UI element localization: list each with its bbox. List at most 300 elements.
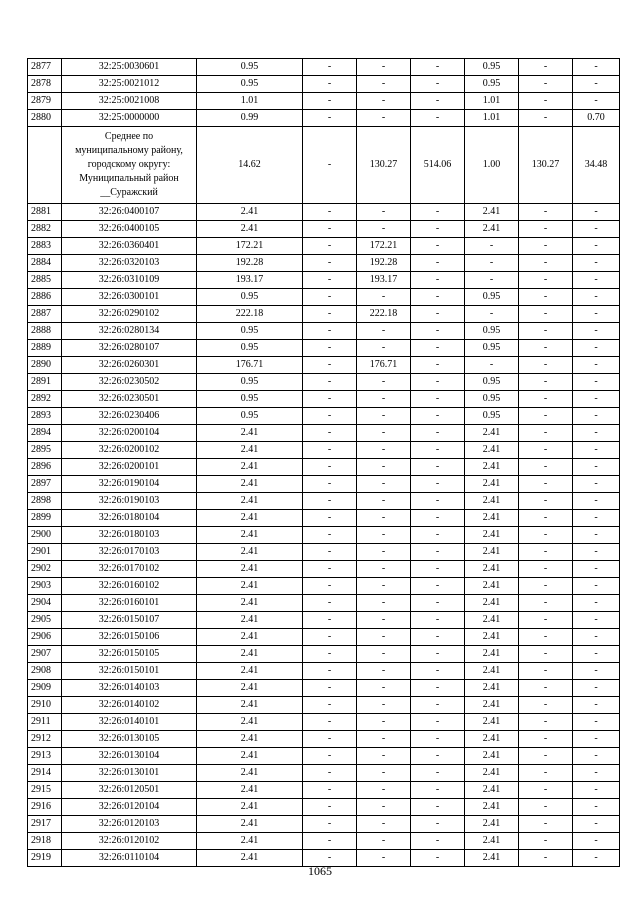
value-cell: - bbox=[303, 204, 357, 221]
value-cell: - bbox=[303, 59, 357, 76]
value-cell: - bbox=[573, 816, 620, 833]
value-cell: - bbox=[303, 110, 357, 127]
value-cell: 2.41 bbox=[197, 697, 303, 714]
value-cell: - bbox=[303, 697, 357, 714]
value-cell: 2.41 bbox=[465, 493, 519, 510]
value-cell: - bbox=[411, 204, 465, 221]
value-cell: - bbox=[573, 476, 620, 493]
value-cell: - bbox=[411, 374, 465, 391]
cadastral-code-cell: 32:26:0170102 bbox=[62, 561, 197, 578]
cadastral-code-cell: 32:26:0140103 bbox=[62, 680, 197, 697]
value-cell: - bbox=[411, 595, 465, 612]
value-cell: 2.41 bbox=[197, 833, 303, 850]
value-cell: 2.41 bbox=[465, 816, 519, 833]
value-cell: - bbox=[411, 93, 465, 110]
value-cell: - bbox=[411, 425, 465, 442]
value-cell: - bbox=[519, 110, 573, 127]
row-number-cell: 2899 bbox=[28, 510, 62, 527]
value-cell: 2.41 bbox=[197, 731, 303, 748]
value-cell: - bbox=[519, 238, 573, 255]
table-row bbox=[28, 493, 620, 510]
value-cell: 193.17 bbox=[357, 272, 411, 289]
cadastral-code-cell: 32:26:0200102 bbox=[62, 442, 197, 459]
value-cell: - bbox=[303, 527, 357, 544]
value-cell: - bbox=[357, 110, 411, 127]
value-cell: - bbox=[357, 663, 411, 680]
value-cell: - bbox=[573, 323, 620, 340]
table-row bbox=[28, 544, 620, 561]
summary-name-line: Муниципальный район bbox=[79, 173, 179, 184]
value-cell: 1.01 bbox=[465, 110, 519, 127]
value-cell: 0.95 bbox=[465, 76, 519, 93]
value-cell: - bbox=[303, 612, 357, 629]
table-row bbox=[28, 765, 620, 782]
cadastral-code-cell: 32:26:0120104 bbox=[62, 799, 197, 816]
value-cell: - bbox=[357, 493, 411, 510]
value-cell: - bbox=[357, 93, 411, 110]
value-cell: 2.41 bbox=[465, 714, 519, 731]
value-cell: - bbox=[519, 442, 573, 459]
value-cell: - bbox=[357, 476, 411, 493]
value-cell: - bbox=[519, 510, 573, 527]
value-cell: - bbox=[303, 93, 357, 110]
value-cell: 2.41 bbox=[465, 221, 519, 238]
value-cell: - bbox=[357, 578, 411, 595]
value-cell: - bbox=[357, 731, 411, 748]
value-cell: 2.41 bbox=[197, 663, 303, 680]
value-cell: - bbox=[519, 748, 573, 765]
value-cell: 172.21 bbox=[197, 238, 303, 255]
value-cell: - bbox=[573, 578, 620, 595]
row-number-cell: 2915 bbox=[28, 782, 62, 799]
value-cell: 2.41 bbox=[197, 221, 303, 238]
value-cell: 2.41 bbox=[465, 204, 519, 221]
value-cell: - bbox=[303, 391, 357, 408]
cadastral-code-cell: 32:26:0140101 bbox=[62, 714, 197, 731]
value-cell: 2.41 bbox=[465, 612, 519, 629]
value-cell: - bbox=[519, 391, 573, 408]
row-number-cell: 2886 bbox=[28, 289, 62, 306]
value-cell: - bbox=[303, 76, 357, 93]
table-row bbox=[28, 799, 620, 816]
value-cell: - bbox=[519, 731, 573, 748]
value-cell: 2.41 bbox=[465, 476, 519, 493]
value-cell: - bbox=[411, 408, 465, 425]
value-cell: - bbox=[411, 306, 465, 323]
value-cell: - bbox=[573, 93, 620, 110]
value-cell: - bbox=[303, 238, 357, 255]
value-cell: - bbox=[519, 782, 573, 799]
value-cell: - bbox=[357, 425, 411, 442]
value-cell: - bbox=[303, 714, 357, 731]
value-cell: 2.41 bbox=[197, 476, 303, 493]
value-cell: - bbox=[519, 765, 573, 782]
cadastral-code-cell: 32:26:0110104 bbox=[62, 850, 197, 867]
table-row bbox=[28, 221, 620, 238]
value-cell: - bbox=[303, 221, 357, 238]
value-cell: 2.41 bbox=[197, 680, 303, 697]
value-cell: 0.95 bbox=[197, 340, 303, 357]
value-cell: 2.41 bbox=[465, 510, 519, 527]
row-number-cell: 2900 bbox=[28, 527, 62, 544]
value-cell: - bbox=[519, 289, 573, 306]
value-cell: 0.95 bbox=[465, 323, 519, 340]
value-cell: - bbox=[303, 544, 357, 561]
table-row bbox=[28, 374, 620, 391]
cadastral-code-cell: 32:26:0150105 bbox=[62, 646, 197, 663]
value-cell: 0.95 bbox=[197, 374, 303, 391]
cadastral-code-cell: 32:26:0130104 bbox=[62, 748, 197, 765]
value-cell: - bbox=[357, 782, 411, 799]
value-cell: 2.41 bbox=[465, 527, 519, 544]
value-cell: 0.95 bbox=[197, 76, 303, 93]
value-cell: - bbox=[573, 425, 620, 442]
value-cell: - bbox=[303, 731, 357, 748]
row-number-cell: 2914 bbox=[28, 765, 62, 782]
value-cell: - bbox=[519, 561, 573, 578]
value-cell: - bbox=[303, 782, 357, 799]
row-number-cell: 2883 bbox=[28, 238, 62, 255]
value-cell: - bbox=[357, 799, 411, 816]
cadastral-code-cell: 32:26:0290102 bbox=[62, 306, 197, 323]
value-cell: - bbox=[357, 221, 411, 238]
value-cell: - bbox=[411, 323, 465, 340]
row-number-cell: 2881 bbox=[28, 204, 62, 221]
value-cell: - bbox=[519, 323, 573, 340]
value-cell: - bbox=[357, 595, 411, 612]
value-cell: 2.41 bbox=[465, 765, 519, 782]
row-number-cell: 2891 bbox=[28, 374, 62, 391]
summary-cell: 14.62 bbox=[197, 127, 303, 204]
value-cell: - bbox=[303, 357, 357, 374]
summary-name-line: Среднее по bbox=[104, 131, 154, 142]
row-number-cell: 2879 bbox=[28, 93, 62, 110]
value-cell: - bbox=[465, 306, 519, 323]
cadastral-code-cell: 32:26:0190103 bbox=[62, 493, 197, 510]
value-cell: - bbox=[573, 527, 620, 544]
value-cell: - bbox=[573, 663, 620, 680]
value-cell: 2.41 bbox=[197, 612, 303, 629]
value-cell: - bbox=[357, 646, 411, 663]
table-row bbox=[28, 595, 620, 612]
value-cell: - bbox=[519, 408, 573, 425]
cadastral-code-cell: 32:26:0160102 bbox=[62, 578, 197, 595]
value-cell: - bbox=[573, 272, 620, 289]
value-cell: - bbox=[357, 408, 411, 425]
value-cell: 2.41 bbox=[197, 425, 303, 442]
value-cell: - bbox=[519, 595, 573, 612]
value-cell: - bbox=[573, 544, 620, 561]
cadastral-code-cell: 32:26:0120102 bbox=[62, 833, 197, 850]
value-cell: - bbox=[519, 646, 573, 663]
value-cell: 2.41 bbox=[465, 442, 519, 459]
row-number-cell: 2906 bbox=[28, 629, 62, 646]
cadastral-code-cell: 32:26:0190104 bbox=[62, 476, 197, 493]
value-cell: - bbox=[519, 629, 573, 646]
value-cell: 193.17 bbox=[197, 272, 303, 289]
row-number-cell: 2909 bbox=[28, 680, 62, 697]
value-cell: - bbox=[357, 765, 411, 782]
value-cell: - bbox=[357, 391, 411, 408]
value-cell: 2.41 bbox=[197, 816, 303, 833]
value-cell: 0.95 bbox=[197, 323, 303, 340]
table-row bbox=[28, 680, 620, 697]
value-cell: - bbox=[303, 561, 357, 578]
cadastral-code-cell: 32:26:0130105 bbox=[62, 731, 197, 748]
value-cell: - bbox=[519, 93, 573, 110]
cadastral-code-cell: 32:26:0400105 bbox=[62, 221, 197, 238]
cadastral-code-cell: 32:26:0150107 bbox=[62, 612, 197, 629]
value-cell: - bbox=[357, 442, 411, 459]
value-cell: - bbox=[357, 204, 411, 221]
value-cell: 2.41 bbox=[465, 680, 519, 697]
row-number-cell: 2907 bbox=[28, 646, 62, 663]
table-row bbox=[28, 833, 620, 850]
table-body-top bbox=[28, 59, 620, 127]
table-row bbox=[28, 697, 620, 714]
row-number-cell: 2892 bbox=[28, 391, 62, 408]
value-cell: 2.41 bbox=[465, 850, 519, 867]
value-cell: - bbox=[411, 782, 465, 799]
value-cell: - bbox=[519, 527, 573, 544]
row-number-cell: 2903 bbox=[28, 578, 62, 595]
value-cell: 2.41 bbox=[465, 748, 519, 765]
value-cell: - bbox=[573, 391, 620, 408]
value-cell: - bbox=[411, 76, 465, 93]
value-cell: 192.28 bbox=[357, 255, 411, 272]
summary-cell: 514.06 bbox=[411, 127, 465, 204]
cadastral-code-cell: 32:26:0360401 bbox=[62, 238, 197, 255]
value-cell: - bbox=[519, 340, 573, 357]
value-cell: 0.95 bbox=[197, 59, 303, 76]
row-number-cell: 2896 bbox=[28, 459, 62, 476]
value-cell: - bbox=[303, 459, 357, 476]
table-row bbox=[28, 306, 620, 323]
value-cell: - bbox=[465, 238, 519, 255]
value-cell: 2.41 bbox=[465, 833, 519, 850]
value-cell: - bbox=[573, 204, 620, 221]
value-cell: - bbox=[465, 255, 519, 272]
value-cell: - bbox=[411, 357, 465, 374]
value-cell: - bbox=[357, 833, 411, 850]
value-cell: - bbox=[411, 459, 465, 476]
table-row bbox=[28, 357, 620, 374]
value-cell: - bbox=[573, 782, 620, 799]
row-number-cell: 2888 bbox=[28, 323, 62, 340]
value-cell: 0.70 bbox=[573, 110, 620, 127]
row-number-cell: 2889 bbox=[28, 340, 62, 357]
value-cell: - bbox=[573, 799, 620, 816]
value-cell: - bbox=[519, 459, 573, 476]
value-cell: - bbox=[519, 816, 573, 833]
value-cell: - bbox=[411, 680, 465, 697]
value-cell: - bbox=[411, 391, 465, 408]
value-cell: - bbox=[465, 272, 519, 289]
value-cell: 0.95 bbox=[465, 391, 519, 408]
value-cell: - bbox=[303, 510, 357, 527]
value-cell: - bbox=[357, 697, 411, 714]
value-cell: - bbox=[573, 408, 620, 425]
value-cell: 2.41 bbox=[197, 544, 303, 561]
value-cell: - bbox=[357, 612, 411, 629]
value-cell: - bbox=[303, 680, 357, 697]
cadastral-code-cell: 32:26:0310109 bbox=[62, 272, 197, 289]
value-cell: - bbox=[573, 833, 620, 850]
value-cell: - bbox=[573, 765, 620, 782]
row-number-cell: 2917 bbox=[28, 816, 62, 833]
table-row bbox=[28, 731, 620, 748]
value-cell: - bbox=[411, 629, 465, 646]
row-number-cell: 2905 bbox=[28, 612, 62, 629]
value-cell: 222.18 bbox=[357, 306, 411, 323]
row-number-cell: 2877 bbox=[28, 59, 62, 76]
value-cell: - bbox=[465, 357, 519, 374]
value-cell: 2.41 bbox=[197, 442, 303, 459]
value-cell: 2.41 bbox=[197, 629, 303, 646]
value-cell: - bbox=[573, 289, 620, 306]
table-row bbox=[28, 272, 620, 289]
value-cell: 0.99 bbox=[197, 110, 303, 127]
value-cell: - bbox=[411, 799, 465, 816]
table-row bbox=[28, 663, 620, 680]
value-cell: 2.41 bbox=[465, 561, 519, 578]
value-cell: - bbox=[303, 306, 357, 323]
cadastral-code-cell: 32:26:0260301 bbox=[62, 357, 197, 374]
row-number-cell: 2878 bbox=[28, 76, 62, 93]
value-cell: 2.41 bbox=[197, 765, 303, 782]
value-cell: - bbox=[357, 374, 411, 391]
value-cell: 1.01 bbox=[197, 93, 303, 110]
value-cell: - bbox=[411, 544, 465, 561]
value-cell: 1.01 bbox=[465, 93, 519, 110]
value-cell: 2.41 bbox=[465, 544, 519, 561]
value-cell: 2.41 bbox=[197, 459, 303, 476]
value-cell: - bbox=[573, 374, 620, 391]
row-number-cell: 2911 bbox=[28, 714, 62, 731]
value-cell: - bbox=[303, 272, 357, 289]
value-cell: 222.18 bbox=[197, 306, 303, 323]
cadastral-code-cell: 32:26:0400107 bbox=[62, 204, 197, 221]
value-cell: 2.41 bbox=[197, 799, 303, 816]
value-cell: 2.41 bbox=[197, 595, 303, 612]
value-cell: - bbox=[411, 255, 465, 272]
row-number-cell: 2880 bbox=[28, 110, 62, 127]
value-cell: 2.41 bbox=[197, 578, 303, 595]
row-number-cell: 2895 bbox=[28, 442, 62, 459]
summary-row-name bbox=[62, 127, 197, 204]
value-cell: - bbox=[303, 578, 357, 595]
value-cell: - bbox=[357, 340, 411, 357]
value-cell: - bbox=[573, 595, 620, 612]
value-cell: - bbox=[573, 748, 620, 765]
value-cell: - bbox=[357, 289, 411, 306]
value-cell: 0.95 bbox=[197, 289, 303, 306]
value-cell: - bbox=[519, 578, 573, 595]
value-cell: - bbox=[519, 272, 573, 289]
value-cell: - bbox=[411, 221, 465, 238]
row-number-cell: 2898 bbox=[28, 493, 62, 510]
table-row bbox=[28, 612, 620, 629]
value-cell: - bbox=[303, 629, 357, 646]
value-cell: 2.41 bbox=[197, 748, 303, 765]
value-cell: - bbox=[519, 425, 573, 442]
value-cell: - bbox=[519, 833, 573, 850]
table-row bbox=[28, 816, 620, 833]
value-cell: - bbox=[411, 289, 465, 306]
value-cell: - bbox=[573, 255, 620, 272]
value-cell: - bbox=[411, 816, 465, 833]
value-cell: 0.95 bbox=[465, 59, 519, 76]
value-cell: 2.41 bbox=[465, 595, 519, 612]
value-cell: - bbox=[303, 833, 357, 850]
summary-cell: - bbox=[303, 127, 357, 204]
value-cell: - bbox=[573, 493, 620, 510]
value-cell: - bbox=[357, 76, 411, 93]
table-row bbox=[28, 408, 620, 425]
value-cell: 2.41 bbox=[465, 646, 519, 663]
value-cell: - bbox=[411, 663, 465, 680]
value-cell: - bbox=[573, 714, 620, 731]
value-cell: 2.41 bbox=[465, 697, 519, 714]
table-row bbox=[28, 323, 620, 340]
cadastral-code-cell: 32:26:0170103 bbox=[62, 544, 197, 561]
value-cell: - bbox=[573, 646, 620, 663]
row-number-cell: 2919 bbox=[28, 850, 62, 867]
table-row bbox=[28, 782, 620, 799]
value-cell: 176.71 bbox=[357, 357, 411, 374]
value-cell: - bbox=[573, 442, 620, 459]
value-cell: - bbox=[411, 850, 465, 867]
cadastral-code-cell: 32:25:0030601 bbox=[62, 59, 197, 76]
value-cell: 0.95 bbox=[197, 408, 303, 425]
row-number-cell: 2885 bbox=[28, 272, 62, 289]
value-cell: - bbox=[303, 408, 357, 425]
value-cell: - bbox=[519, 59, 573, 76]
value-cell: - bbox=[303, 425, 357, 442]
cadastral-code-cell: 32:26:0280134 bbox=[62, 323, 197, 340]
table-row bbox=[28, 714, 620, 731]
value-cell: - bbox=[411, 646, 465, 663]
table-row bbox=[28, 748, 620, 765]
value-cell: - bbox=[303, 374, 357, 391]
value-cell: - bbox=[519, 374, 573, 391]
value-cell: - bbox=[411, 561, 465, 578]
value-cell: - bbox=[357, 561, 411, 578]
value-cell: - bbox=[303, 765, 357, 782]
page-number: 1065 bbox=[308, 864, 332, 878]
value-cell: - bbox=[303, 850, 357, 867]
row-number-cell: 2882 bbox=[28, 221, 62, 238]
table-row bbox=[28, 93, 620, 110]
row-number-cell: 2912 bbox=[28, 731, 62, 748]
table-row bbox=[28, 476, 620, 493]
row-number-cell: 2893 bbox=[28, 408, 62, 425]
value-cell: - bbox=[411, 748, 465, 765]
value-cell: - bbox=[519, 493, 573, 510]
cadastral-code-cell: 32:26:0320103 bbox=[62, 255, 197, 272]
value-cell: - bbox=[357, 748, 411, 765]
row-number-cell: 2887 bbox=[28, 306, 62, 323]
value-cell: - bbox=[519, 76, 573, 93]
row-number-cell: 2901 bbox=[28, 544, 62, 561]
value-cell: - bbox=[303, 816, 357, 833]
value-cell: 2.41 bbox=[465, 782, 519, 799]
value-cell: 2.41 bbox=[197, 510, 303, 527]
table-row bbox=[28, 459, 620, 476]
row-number-cell: 2884 bbox=[28, 255, 62, 272]
value-cell: - bbox=[519, 306, 573, 323]
value-cell: 2.41 bbox=[465, 578, 519, 595]
